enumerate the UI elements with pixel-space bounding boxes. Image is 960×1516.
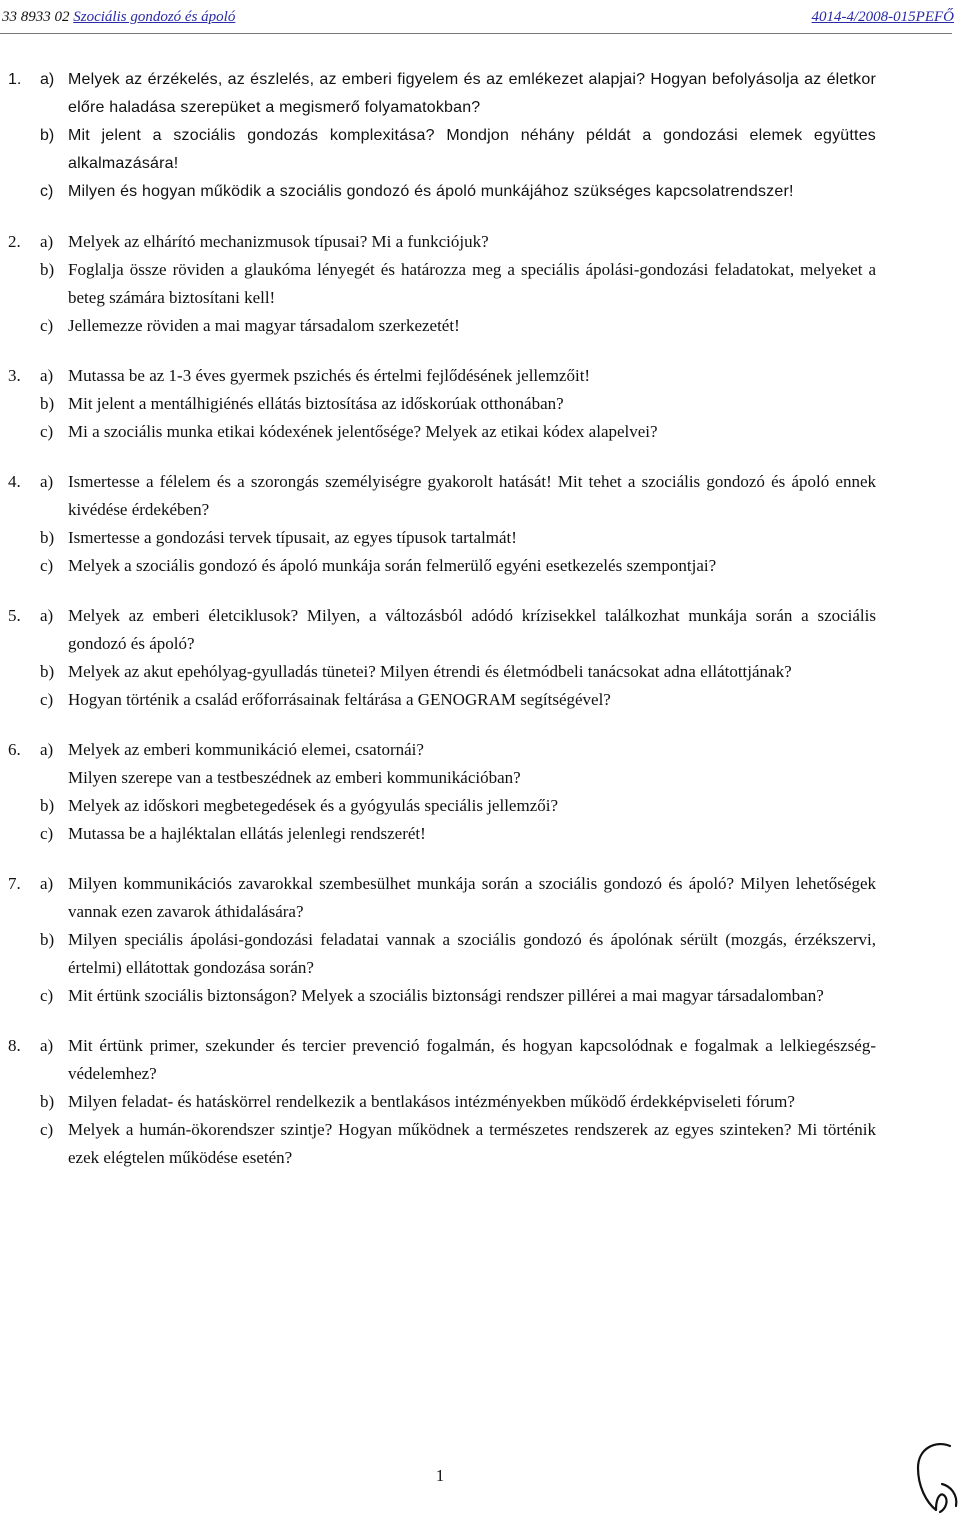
item-letter: c) xyxy=(40,986,54,1005)
item-letter: a) xyxy=(40,874,54,893)
question-item xyxy=(0,1116,876,1172)
question-item xyxy=(0,926,876,982)
question-number: 5. xyxy=(8,606,21,625)
item-letter: a) xyxy=(40,740,54,759)
item-letter: b) xyxy=(40,796,55,815)
item-text: Mi a szociális munka etikai kódexének jelentősége? Melyek az etikai kódex alapelvei? xyxy=(68,422,658,441)
question-item xyxy=(0,312,876,340)
question-item xyxy=(0,552,876,580)
question-item xyxy=(0,468,876,524)
item-letter: a) xyxy=(40,472,54,491)
item-text: Melyek a szociális gondozó és ápoló munkája során felmerülő egyéni esetkezelés szempontjai? xyxy=(68,556,717,575)
item-text: Melyek az emberi életciklusok? Milyen, a változásból adódó krízisekkel találkozhat munkája során a szociális gondozó és ápoló? xyxy=(68,606,876,653)
item-letter: b) xyxy=(40,260,55,279)
question-1 xyxy=(0,66,960,206)
item-letter: c) xyxy=(40,824,54,843)
item-letter: b) xyxy=(40,662,55,681)
item-letter: b) xyxy=(40,127,55,144)
item-letter: a) xyxy=(40,606,54,625)
item-text: Ismertesse a félelem és a szorongás személyiségre gyakorolt hatását! Mit tehet a szociális gondozó és ápoló ennek kivédése érdekében? xyxy=(68,472,876,519)
item-text: Melyek az akut epehólyag-gyulladás tünetei? Milyen étrendi és életmódbeli tanácsokat adna ellátottjának? xyxy=(68,662,792,681)
handwritten-initial-mark xyxy=(906,1440,960,1516)
question-6 xyxy=(0,736,960,848)
item-text: Melyek a humán-ökorendszer szintje? Hogyan működnek a természetes rendszerek az egyes szinteken? Mi történik ezek elégtelen működése esetén? xyxy=(68,1120,876,1167)
item-letter: b) xyxy=(40,528,55,547)
item-text: Mutassa be a hajléktalan ellátás jelenlegi rendszerét! xyxy=(68,824,426,843)
question-7 xyxy=(0,870,960,1010)
question-number: 7. xyxy=(8,874,21,893)
qualification-code: 33 8933 02 xyxy=(2,9,70,25)
question-item xyxy=(0,122,876,178)
item-text: Milyen kommunikációs zavarokkal szembesülhet munkája során a szociális gondozó és ápoló? Milyen lehetőségek vannak ezen zavarok áthidalására? xyxy=(68,874,876,921)
item-text: Mit értünk szociális biztonságon? Melyek a szociális biztonsági rendszer pillérei a mai magyar társadalomban? xyxy=(68,986,824,1005)
question-item xyxy=(0,418,876,446)
item-letter: c) xyxy=(40,690,54,709)
question-number: 1. xyxy=(8,71,22,88)
question-5 xyxy=(0,602,960,714)
item-letter: a) xyxy=(40,71,55,88)
item-letter: b) xyxy=(40,394,55,413)
item-text: Melyek az emberi kommunikáció elemei, csatornái? xyxy=(68,740,424,759)
item-letter: c) xyxy=(40,556,54,575)
question-item xyxy=(0,1032,876,1088)
question-item xyxy=(0,792,876,820)
question-item xyxy=(0,736,876,792)
item-text: Melyek az elhárító mechanizmusok típusai? Mi a funkciójuk? xyxy=(68,232,489,251)
item-text: Milyen és hogyan működik a szociális gondozó és ápoló munkájához szükséges kapcsolatrendszer! xyxy=(68,183,794,200)
question-8 xyxy=(0,1032,960,1172)
question-3 xyxy=(0,362,960,446)
item-text: Mit értünk primer, szekunder és tercier prevenció fogalmán, és hogyan kapcsolódnak e fogalmak a lelkiegészség-védelemhez? xyxy=(68,1036,876,1083)
question-item xyxy=(0,524,876,552)
question-list xyxy=(0,66,960,1194)
question-item xyxy=(0,870,876,926)
question-item xyxy=(0,686,876,714)
question-item xyxy=(0,390,876,418)
item-letter: b) xyxy=(40,1092,55,1111)
item-letter: a) xyxy=(40,366,54,385)
item-letter: a) xyxy=(40,232,54,251)
item-text: Melyek az érzékelés, az észlelés, az emberi figyelem és az emlékezet alapjai? Hogyan befolyásolja az életkor előre haladása szerepüket a megismerő folyamatokban? xyxy=(68,71,876,116)
document-id-link[interactable]: 4014-4/2008-015PEFŐ xyxy=(811,9,954,25)
question-number: 2. xyxy=(8,232,21,251)
question-item xyxy=(0,1088,876,1116)
item-text: Milyen speciális ápolási-gondozási feladatai vannak a szociális gondozó és ápolónak sérült (mozgás, érzékszervi, értelmi) ellátottak gondozása során? xyxy=(68,930,876,977)
item-text: Melyek az időskori megbetegedések és a gyógyulás speciális jellemzői? xyxy=(68,796,559,815)
item-text: Jellemezze röviden a mai magyar társadalom szerkezetét! xyxy=(68,316,460,335)
question-item xyxy=(0,820,876,848)
qualification-name-link[interactable]: Szociális gondozó és ápoló xyxy=(73,9,236,25)
page-header xyxy=(0,6,960,30)
item-text: Milyen feladat- és hatáskörrel rendelkezik a bentlakásos intézményekben működő érdekképviseleti fórum? xyxy=(68,1092,795,1111)
question-item xyxy=(0,658,876,686)
question-number: 4. xyxy=(8,472,21,491)
question-4 xyxy=(0,468,960,580)
question-item xyxy=(0,602,876,658)
item-text: Mit jelent a mentálhigiénés ellátás biztosítása az időskorúak otthonában? xyxy=(68,394,564,413)
question-item xyxy=(0,256,876,312)
item-letter: c) xyxy=(40,316,54,335)
question-item xyxy=(0,228,876,256)
item-letter: c) xyxy=(40,422,54,441)
item-text: Foglalja össze röviden a glaukóma lényegét és határozza meg a speciális ápolási-gondozási feladatokat, melyeket a beteg számára biztosítani kell! xyxy=(68,260,876,307)
question-item xyxy=(0,178,876,206)
item-text: Hogyan történik a család erőforrásainak feltárása a GENOGRAM segítségével? xyxy=(68,690,611,709)
question-number: 3. xyxy=(8,366,21,385)
question-item xyxy=(0,362,876,390)
page-number: 1 xyxy=(435,1466,445,1485)
item-text: Ismertesse a gondozási tervek típusait, az egyes típusok tartalmát! xyxy=(68,528,517,547)
question-item xyxy=(0,66,876,122)
question-number: 6. xyxy=(8,740,21,759)
question-item xyxy=(0,982,876,1010)
item-text: Mit jelent a szociális gondozás komplexitása? Mondjon néhány példát a gondozási elemek együttes alkalmazására! xyxy=(68,127,876,172)
question-2 xyxy=(0,228,960,340)
item-letter: a) xyxy=(40,1036,54,1055)
header-left xyxy=(2,6,235,28)
item-text-continuation: Milyen szerepe van a testbeszédnek az emberi kommunikációban? xyxy=(68,768,521,787)
item-letter: b) xyxy=(40,930,55,949)
question-number: 8. xyxy=(8,1036,21,1055)
item-text: Mutassa be az 1-3 éves gyermek pszichés és értelmi fejlődésének jellemzőit! xyxy=(68,366,591,385)
item-letter: c) xyxy=(40,1120,54,1139)
header-divider xyxy=(0,33,952,34)
item-letter: c) xyxy=(40,183,54,200)
